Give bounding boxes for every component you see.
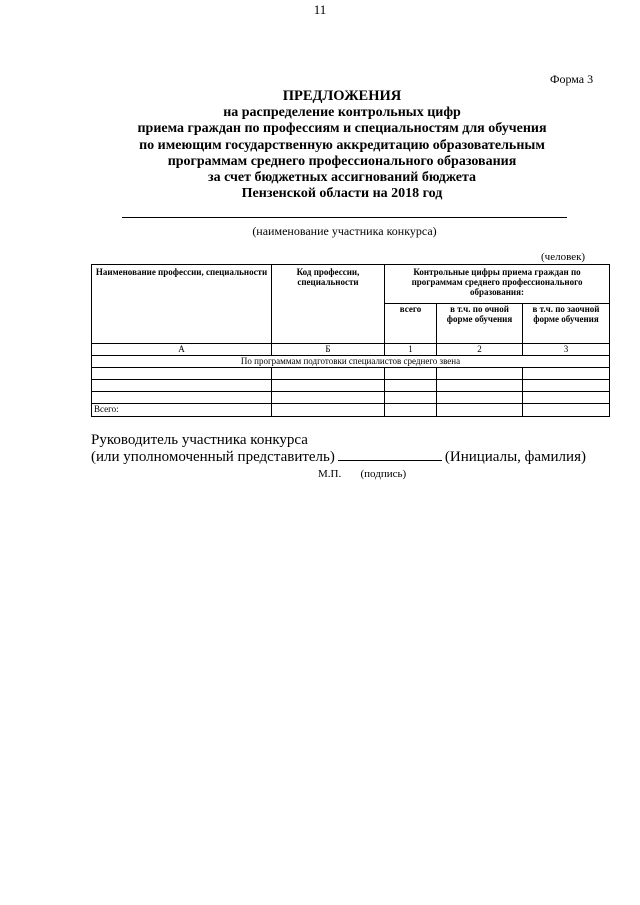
table-cell[interactable]: [437, 368, 523, 380]
units-label: (человек): [541, 251, 586, 263]
header-code: Код профессии, специальности: [272, 265, 385, 344]
title-line: по имеющим государственную аккредитацию образовательным: [139, 137, 545, 153]
stamp-label: М.П.: [318, 468, 342, 480]
participant-caption: (наименование участника конкурса): [252, 224, 437, 238]
page-number: 11: [313, 2, 327, 17]
form-label: Форма 3: [550, 72, 594, 86]
table-row: [92, 380, 610, 392]
title-line: программам среднего профессионального образования: [167, 153, 517, 169]
table-cell[interactable]: [272, 368, 385, 380]
subheader-fulltime: в т.ч. по очной форме обучения: [437, 304, 523, 344]
title-line: за счет бюджетных ассигнований бюджета: [207, 170, 477, 186]
signature-line-1: Руководитель участника конкурса: [91, 432, 308, 448]
table-cell[interactable]: [385, 380, 437, 392]
representative-label: (или уполномоченный представитель): [91, 449, 335, 465]
index-cell: 3: [523, 344, 610, 356]
table-cell[interactable]: [92, 368, 272, 380]
document-title: [92, 88, 592, 203]
header-figures: Контрольные цифры приема граждан по программам среднего профессионального образования:: [385, 265, 610, 304]
signature-note: [318, 468, 406, 480]
signature-line-2: [91, 449, 586, 466]
index-cell: А: [92, 344, 272, 356]
table-cell[interactable]: [92, 380, 272, 392]
table-cell[interactable]: [523, 404, 610, 417]
total-row: [92, 404, 610, 417]
total-label: Всего:: [92, 404, 272, 417]
header-row: [92, 265, 610, 304]
section-label: По программам подготовки специалистов среднего звена: [92, 356, 610, 368]
table-cell[interactable]: [92, 392, 272, 404]
table-cell[interactable]: [437, 380, 523, 392]
signature-block: [91, 432, 586, 466]
table-cell[interactable]: [385, 392, 437, 404]
title-line: на распределение контрольных цифр: [223, 105, 461, 120]
signature-field[interactable]: [338, 460, 442, 461]
table-cell[interactable]: [272, 380, 385, 392]
title-line: Пензенской области на 2018 год: [241, 186, 443, 202]
table-cell[interactable]: [272, 404, 385, 417]
subheader-extramural: в т.ч. по заочной форме обучения: [523, 304, 610, 344]
table-cell[interactable]: [523, 380, 610, 392]
table-row: [92, 368, 610, 380]
table-cell[interactable]: [385, 404, 437, 417]
index-row: [92, 344, 610, 356]
proposals-table: [91, 264, 610, 417]
table-row: [92, 392, 610, 404]
title-main: ПРЕДЛОЖЕНИЯ: [282, 88, 402, 104]
header-name: Наименование профессии, специальности: [92, 265, 272, 344]
table-cell[interactable]: [437, 404, 523, 417]
table-cell[interactable]: [523, 368, 610, 380]
sign-caption: (подпись): [360, 468, 407, 480]
table-cell[interactable]: [272, 392, 385, 404]
title-line: приема граждан по профессиям и специальностям для обучения: [137, 121, 547, 137]
section-row: [92, 356, 610, 368]
participant-name-line: [122, 217, 567, 218]
index-cell: Б: [272, 344, 385, 356]
index-cell: 2: [437, 344, 523, 356]
initials-label: (Инициалы, фамилия): [444, 449, 586, 465]
subheader-total: всего: [385, 304, 437, 344]
table-cell[interactable]: [523, 392, 610, 404]
table-cell[interactable]: [437, 392, 523, 404]
table-cell[interactable]: [385, 368, 437, 380]
index-cell: 1: [385, 344, 437, 356]
